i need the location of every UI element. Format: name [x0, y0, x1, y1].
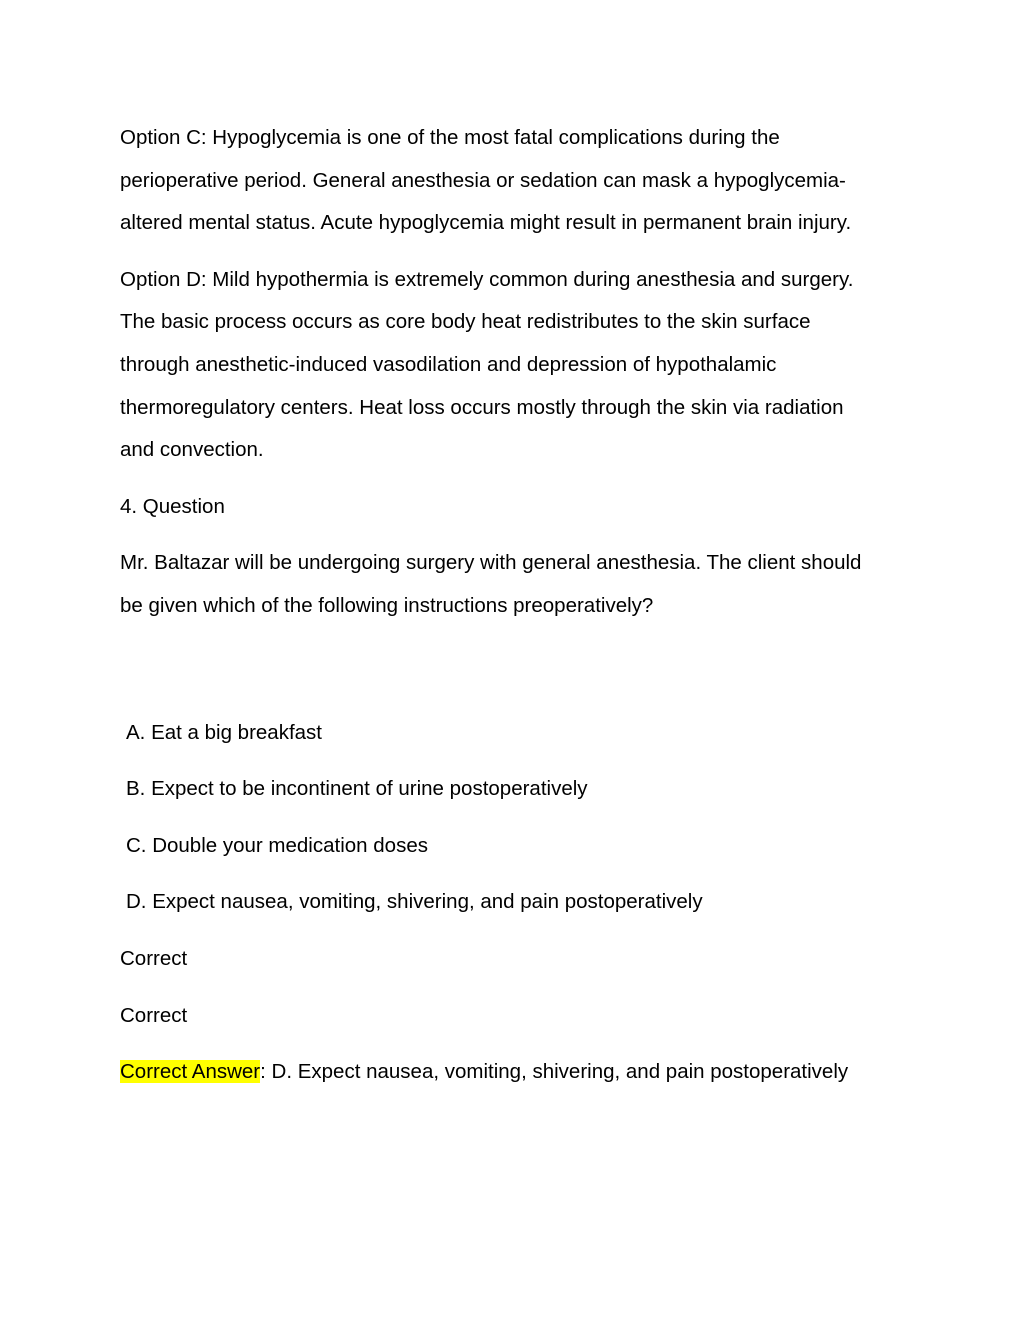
status-label: Correct	[120, 1003, 188, 1027]
text-line: perioperative period. General anesthesia or sedation can mask a hypoglycemia-	[120, 168, 846, 192]
status-label: Correct	[120, 946, 188, 970]
correct-answer	[120, 1051, 910, 1094]
text-line: thermoregulatory centers. Heat loss occurs mostly through the skin via radiation	[120, 395, 844, 419]
question-text	[120, 542, 910, 627]
document-page	[120, 117, 910, 1108]
answer-option-c[interactable]: C. Double your medication doses	[126, 833, 428, 857]
text-line: through anesthetic-induced vasodilation and depression of hypothalamic	[120, 352, 777, 376]
text-line: and convection.	[120, 438, 264, 462]
text-line: altered mental status. Acute hypoglycemia might result in permanent brain injury.	[120, 211, 852, 235]
option-d-explanation	[120, 259, 910, 472]
answer-option-a[interactable]: A. Eat a big breakfast	[126, 720, 323, 744]
text-line: Mr. Baltazar will be undergoing surgery with general anesthesia. The client should	[120, 551, 862, 575]
spacer	[120, 642, 910, 712]
answer-option-b[interactable]: B. Expect to be incontinent of urine postoperatively	[126, 777, 588, 801]
text-line: The basic process occurs as core body heat redistributes to the skin surface	[120, 310, 811, 334]
correct-answer-text: : D. Expect nausea, vomiting, shivering, and pain postoperatively	[260, 1060, 849, 1084]
question-heading: 4. Question	[120, 494, 225, 518]
text-line: Option D: Mild hypothermia is extremely common during anesthesia and surgery.	[120, 267, 854, 291]
correct-answer-label: Correct Answer	[120, 1060, 261, 1084]
text-line: be given which of the following instructions preoperatively?	[120, 593, 654, 617]
option-c-explanation	[120, 117, 910, 245]
text-line: Option C: Hypoglycemia is one of the most fatal complications during the	[120, 126, 780, 149]
answer-option-d[interactable]: D. Expect nausea, vomiting, shivering, and pain postoperatively	[126, 890, 703, 914]
